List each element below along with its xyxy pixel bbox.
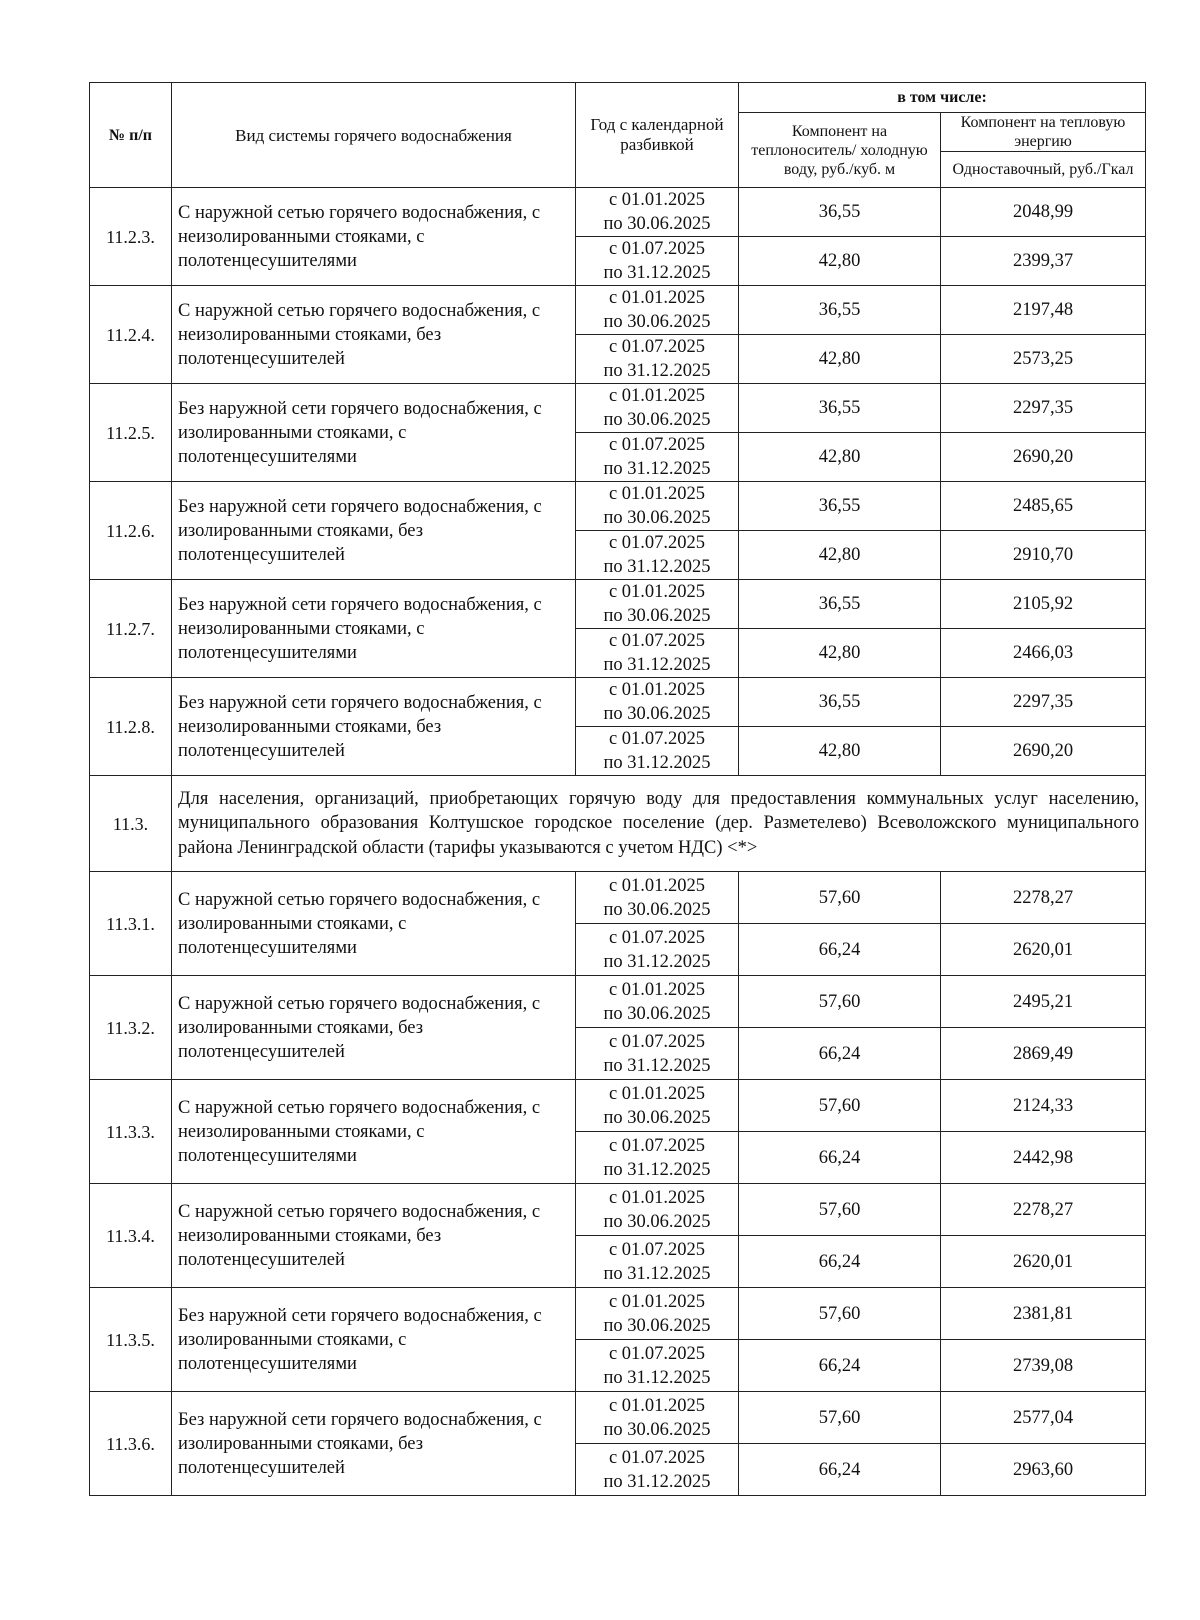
- energy-value: 2105,92: [941, 580, 1146, 629]
- coolant-value: 36,55: [739, 384, 941, 433]
- table-row: [90, 1184, 1146, 1236]
- energy-value: 2577,04: [941, 1392, 1146, 1444]
- coolant-value: 57,60: [739, 1080, 941, 1132]
- period-cell: с 01.01.2025 по 30.06.2025: [576, 1392, 739, 1444]
- period-cell: с 01.07.2025 по 31.12.2025: [576, 1444, 739, 1496]
- period-cell: с 01.07.2025 по 31.12.2025: [576, 924, 739, 976]
- period-cell: с 01.01.2025 по 30.06.2025: [576, 872, 739, 924]
- item-number: 11.2.5.: [90, 384, 172, 482]
- coolant-value: 42,80: [739, 727, 941, 776]
- system-type: С наружной сетью горячего водоснабжения, с неизолированными стояками, без полотенцесушителей: [172, 286, 576, 384]
- table-row: [90, 580, 1146, 629]
- energy-value: 2910,70: [941, 531, 1146, 580]
- header-energy: Компонент на тепловую энергию: [941, 113, 1146, 152]
- system-type: С наружной сетью горячего водоснабжения, с изолированными стояками, без полотенцесушителей: [172, 976, 576, 1080]
- coolant-value: 57,60: [739, 1184, 941, 1236]
- coolant-value: 57,60: [739, 1392, 941, 1444]
- table-row: [90, 678, 1146, 727]
- coolant-value: 66,24: [739, 1236, 941, 1288]
- group-a-body: [90, 188, 1146, 776]
- coolant-value: 36,55: [739, 188, 941, 237]
- period-cell: с 01.01.2025 по 30.06.2025: [576, 976, 739, 1028]
- item-number: 11.3.6.: [90, 1392, 172, 1496]
- period-cell: с 01.01.2025 по 30.06.2025: [576, 1080, 739, 1132]
- table-row: [90, 384, 1146, 433]
- coolant-value: 57,60: [739, 872, 941, 924]
- period-cell: с 01.07.2025 по 31.12.2025: [576, 1236, 739, 1288]
- table-row: [90, 872, 1146, 924]
- coolant-value: 57,60: [739, 1288, 941, 1340]
- energy-value: 2048,99: [941, 188, 1146, 237]
- energy-value: 2620,01: [941, 1236, 1146, 1288]
- system-type: С наружной сетью горячего водоснабжения, с неизолированными стояками, с полотенцесушителями: [172, 1080, 576, 1184]
- energy-value: 2620,01: [941, 924, 1146, 976]
- coolant-value: 66,24: [739, 1340, 941, 1392]
- coolant-value: 66,24: [739, 1444, 941, 1496]
- period-cell: с 01.01.2025 по 30.06.2025: [576, 482, 739, 531]
- table-row: [90, 482, 1146, 531]
- energy-value: 2495,21: [941, 976, 1146, 1028]
- coolant-value: 36,55: [739, 286, 941, 335]
- period-cell: с 01.07.2025 по 31.12.2025: [576, 335, 739, 384]
- table-row: [90, 286, 1146, 335]
- energy-value: 2690,20: [941, 433, 1146, 482]
- table-row: [90, 1288, 1146, 1340]
- period-cell: с 01.07.2025 по 31.12.2025: [576, 629, 739, 678]
- system-type: Без наружной сети горячего водоснабжения, с изолированными стояками, без полотенцесушителей: [172, 1392, 576, 1496]
- item-number: 11.2.3.: [90, 188, 172, 286]
- energy-value: 2381,81: [941, 1288, 1146, 1340]
- period-cell: с 01.01.2025 по 30.06.2025: [576, 384, 739, 433]
- section-number: 11.3.: [90, 776, 172, 872]
- energy-value: 2466,03: [941, 629, 1146, 678]
- period-cell: с 01.07.2025 по 31.12.2025: [576, 727, 739, 776]
- period-cell: с 01.01.2025 по 30.06.2025: [576, 1184, 739, 1236]
- energy-value: 2278,27: [941, 1184, 1146, 1236]
- energy-value: 2869,49: [941, 1028, 1146, 1080]
- system-type: Без наружной сети горячего водоснабжения, с изолированными стояками, с полотенцесушителями: [172, 1288, 576, 1392]
- coolant-value: 36,55: [739, 482, 941, 531]
- energy-value: 2399,37: [941, 237, 1146, 286]
- item-number: 11.3.5.: [90, 1288, 172, 1392]
- period-cell: с 01.01.2025 по 30.06.2025: [576, 286, 739, 335]
- energy-value: 2485,65: [941, 482, 1146, 531]
- item-number: 11.3.2.: [90, 976, 172, 1080]
- header-including: в том числе:: [739, 83, 1146, 113]
- system-type: С наружной сетью горячего водоснабжения, с неизолированными стояками, без полотенцесушителей: [172, 1184, 576, 1288]
- item-number: 11.2.7.: [90, 580, 172, 678]
- system-type: С наружной сетью горячего водоснабжения, с неизолированными стояками, с полотенцесушителями: [172, 188, 576, 286]
- header-system: Вид системы горячего водоснабжения: [172, 83, 576, 188]
- energy-value: 2297,35: [941, 384, 1146, 433]
- section-body: [90, 776, 1146, 872]
- period-cell: с 01.07.2025 по 31.12.2025: [576, 1340, 739, 1392]
- section-text: Для населения, организаций, приобретающих горячую воду для предоставления коммунальных услуг населению, муниципального образования Колтушское городское поселение (дер. Разметелево) Всеволожского муниципального района Ленинградской области (тарифы указываются с учетом НДС) <*>: [172, 776, 1146, 872]
- item-number: 11.2.4.: [90, 286, 172, 384]
- system-type: Без наружной сети горячего водоснабжения, с неизолированными стояками, с полотенцесушителями: [172, 580, 576, 678]
- system-type: Без наружной сети горячего водоснабжения, с изолированными стояками, с полотенцесушителями: [172, 384, 576, 482]
- item-number: 11.2.8.: [90, 678, 172, 776]
- coolant-value: 66,24: [739, 1028, 941, 1080]
- system-type: Без наружной сети горячего водоснабжения, с изолированными стояками, без полотенцесушителей: [172, 482, 576, 580]
- energy-value: 2739,08: [941, 1340, 1146, 1392]
- energy-value: 2690,20: [941, 727, 1146, 776]
- section-row: [90, 776, 1146, 872]
- energy-value: 2573,25: [941, 335, 1146, 384]
- item-number: 11.3.1.: [90, 872, 172, 976]
- period-cell: с 01.07.2025 по 31.12.2025: [576, 237, 739, 286]
- system-type: С наружной сетью горячего водоснабжения, с изолированными стояками, с полотенцесушителями: [172, 872, 576, 976]
- coolant-value: 57,60: [739, 976, 941, 1028]
- group-b-body: [90, 872, 1146, 1496]
- coolant-value: 36,55: [739, 580, 941, 629]
- coolant-value: 36,55: [739, 678, 941, 727]
- energy-value: 2124,33: [941, 1080, 1146, 1132]
- period-cell: с 01.07.2025 по 31.12.2025: [576, 433, 739, 482]
- coolant-value: 42,80: [739, 531, 941, 580]
- table-row: [90, 1080, 1146, 1132]
- coolant-value: 42,80: [739, 335, 941, 384]
- period-cell: с 01.01.2025 по 30.06.2025: [576, 580, 739, 629]
- period-cell: с 01.01.2025 по 30.06.2025: [576, 188, 739, 237]
- item-number: 11.3.3.: [90, 1080, 172, 1184]
- coolant-value: 42,80: [739, 433, 941, 482]
- period-cell: с 01.01.2025 по 30.06.2025: [576, 1288, 739, 1340]
- coolant-value: 42,80: [739, 237, 941, 286]
- header-period: Год с календарной разбивкой: [576, 83, 739, 188]
- table-row: [90, 188, 1146, 237]
- header-number: № п/п: [90, 83, 172, 188]
- period-cell: с 01.01.2025 по 30.06.2025: [576, 678, 739, 727]
- table-header: [90, 83, 1146, 188]
- tariff-table: [89, 82, 1146, 1496]
- period-cell: с 01.07.2025 по 31.12.2025: [576, 531, 739, 580]
- coolant-value: 42,80: [739, 629, 941, 678]
- period-cell: с 01.07.2025 по 31.12.2025: [576, 1132, 739, 1184]
- energy-value: 2278,27: [941, 872, 1146, 924]
- item-number: 11.3.4.: [90, 1184, 172, 1288]
- coolant-value: 66,24: [739, 1132, 941, 1184]
- header-energy-sub: Одноставочный, руб./Гкал: [941, 152, 1146, 188]
- energy-value: 2442,98: [941, 1132, 1146, 1184]
- coolant-value: 66,24: [739, 924, 941, 976]
- energy-value: 2197,48: [941, 286, 1146, 335]
- table-row: [90, 976, 1146, 1028]
- item-number: 11.2.6.: [90, 482, 172, 580]
- energy-value: 2963,60: [941, 1444, 1146, 1496]
- table-row: [90, 1392, 1146, 1444]
- period-cell: с 01.07.2025 по 31.12.2025: [576, 1028, 739, 1080]
- system-type: Без наружной сети горячего водоснабжения, с неизолированными стояками, без полотенцесушителей: [172, 678, 576, 776]
- energy-value: 2297,35: [941, 678, 1146, 727]
- header-coolant: Компонент на теплоноситель/ холодную воду, руб./куб. м: [739, 113, 941, 188]
